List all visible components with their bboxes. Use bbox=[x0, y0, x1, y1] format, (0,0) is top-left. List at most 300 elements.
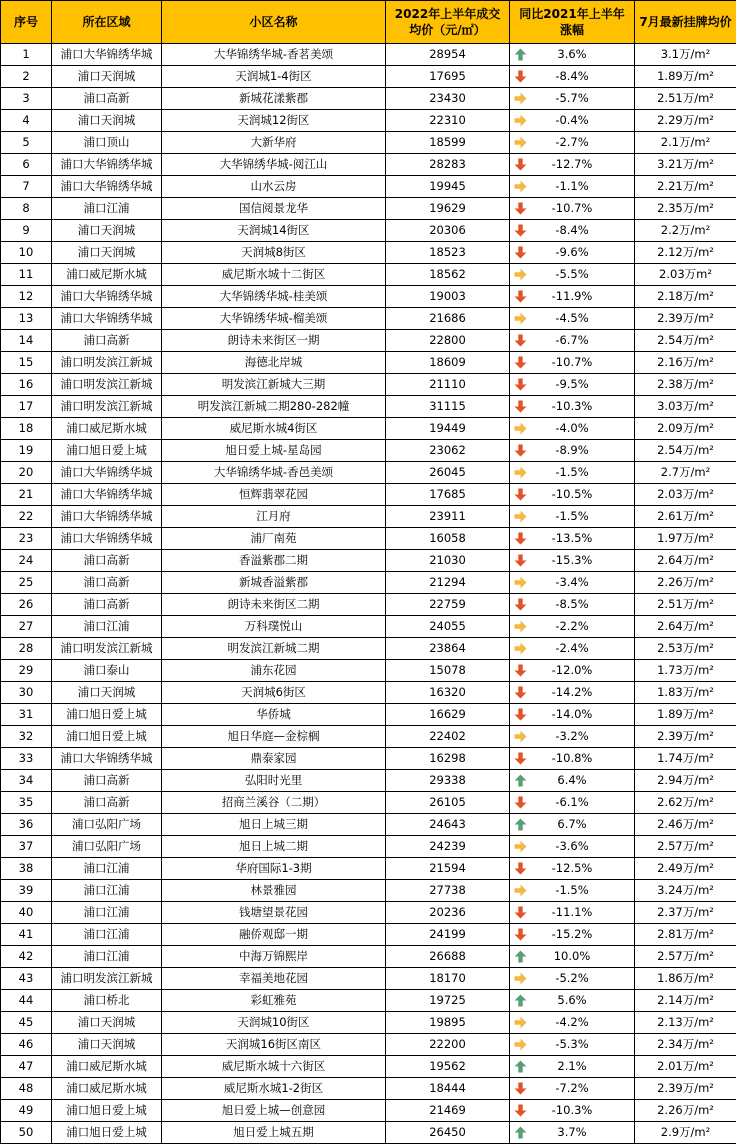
cell-price: 18599 bbox=[386, 132, 510, 154]
cell-price: 18609 bbox=[386, 352, 510, 374]
cell-no: 37 bbox=[1, 836, 52, 858]
change-value: -11.1% bbox=[552, 902, 593, 923]
table-row bbox=[1, 682, 736, 704]
table-row bbox=[1, 572, 736, 594]
cell-name: 新城花漾紫郡 bbox=[162, 88, 386, 110]
change-value: -8.5% bbox=[555, 594, 588, 615]
cell-name: 旭日上城二期 bbox=[162, 836, 386, 858]
cell-no: 32 bbox=[1, 726, 52, 748]
arrow-up-icon bbox=[514, 994, 527, 1007]
cell-area: 浦口旭日爱上城 bbox=[52, 726, 162, 748]
arrow-down-icon bbox=[514, 554, 527, 567]
cell-listing: 2.16万/m² bbox=[635, 352, 736, 374]
arrow-down-icon bbox=[514, 290, 527, 303]
table-row bbox=[1, 836, 736, 858]
table-row bbox=[1, 110, 736, 132]
cell-no: 26 bbox=[1, 594, 52, 616]
cell-listing: 2.18万/m² bbox=[635, 286, 736, 308]
cell-listing: 2.51万/m² bbox=[635, 88, 736, 110]
cell-no: 42 bbox=[1, 946, 52, 968]
cell-listing: 2.37万/m² bbox=[635, 902, 736, 924]
arrow-right-icon bbox=[514, 1038, 527, 1051]
table-row bbox=[1, 1012, 736, 1034]
cell-no: 16 bbox=[1, 374, 52, 396]
change-value: -14.2% bbox=[552, 682, 593, 703]
change-value: -10.8% bbox=[552, 748, 593, 769]
arrow-up-icon bbox=[514, 818, 527, 831]
cell-price: 23911 bbox=[386, 506, 510, 528]
cell-price: 16629 bbox=[386, 704, 510, 726]
cell-price: 22200 bbox=[386, 1034, 510, 1056]
cell-name: 天润城10街区 bbox=[162, 1012, 386, 1034]
change-value: -5.3% bbox=[555, 1034, 588, 1055]
cell-name: 朗诗未来街区一期 bbox=[162, 330, 386, 352]
cell-listing: 2.39万/m² bbox=[635, 1078, 736, 1100]
change-value: -14.0% bbox=[552, 704, 593, 725]
cell-area: 浦口江浦 bbox=[52, 946, 162, 968]
cell-no: 24 bbox=[1, 550, 52, 572]
cell-name: 天润城6街区 bbox=[162, 682, 386, 704]
header-change bbox=[510, 1, 635, 44]
arrow-right-icon bbox=[514, 620, 527, 633]
cell-no: 6 bbox=[1, 154, 52, 176]
cell-no: 12 bbox=[1, 286, 52, 308]
change-value: -1.5% bbox=[555, 880, 588, 901]
cell-price: 20236 bbox=[386, 902, 510, 924]
cell-no: 5 bbox=[1, 132, 52, 154]
cell-price: 22759 bbox=[386, 594, 510, 616]
header-price-line1: 2022年上半年成交 bbox=[395, 7, 500, 21]
change-value: -10.7% bbox=[552, 198, 593, 219]
cell-no: 38 bbox=[1, 858, 52, 880]
arrow-right-icon bbox=[514, 268, 527, 281]
change-value: -5.2% bbox=[555, 968, 588, 989]
cell-listing: 2.7万/m² bbox=[635, 462, 736, 484]
change-value: -3.6% bbox=[555, 836, 588, 857]
arrow-down-icon bbox=[514, 862, 527, 875]
cell-name: 海德北岸城 bbox=[162, 352, 386, 374]
cell-price: 27738 bbox=[386, 880, 510, 902]
change-value: -2.4% bbox=[555, 638, 588, 659]
arrow-up-icon bbox=[514, 48, 527, 61]
cell-change bbox=[510, 1056, 635, 1078]
change-value: -12.0% bbox=[552, 660, 593, 681]
cell-area: 浦口天润城 bbox=[52, 220, 162, 242]
cell-listing: 1.89万/m² bbox=[635, 66, 736, 88]
cell-no: 46 bbox=[1, 1034, 52, 1056]
table-row bbox=[1, 1056, 736, 1078]
cell-area: 浦口江浦 bbox=[52, 924, 162, 946]
cell-price: 15078 bbox=[386, 660, 510, 682]
cell-listing: 2.1万/m² bbox=[635, 132, 736, 154]
cell-listing: 2.2万/m² bbox=[635, 220, 736, 242]
change-value: -1.5% bbox=[555, 506, 588, 527]
cell-listing: 2.01万/m² bbox=[635, 1056, 736, 1078]
change-value: -10.3% bbox=[552, 1100, 593, 1121]
cell-listing: 2.94万/m² bbox=[635, 770, 736, 792]
cell-listing: 2.51万/m² bbox=[635, 594, 736, 616]
cell-no: 48 bbox=[1, 1078, 52, 1100]
cell-listing: 2.21万/m² bbox=[635, 176, 736, 198]
arrow-down-icon bbox=[514, 928, 527, 941]
arrow-right-icon bbox=[514, 840, 527, 853]
cell-change bbox=[510, 198, 635, 220]
cell-price: 24055 bbox=[386, 616, 510, 638]
cell-area: 浦口明发滨江新城 bbox=[52, 352, 162, 374]
cell-change bbox=[510, 132, 635, 154]
cell-change bbox=[510, 308, 635, 330]
arrow-right-icon bbox=[514, 466, 527, 479]
cell-name: 威尼斯水城十六街区 bbox=[162, 1056, 386, 1078]
cell-area: 浦口高新 bbox=[52, 330, 162, 352]
cell-no: 27 bbox=[1, 616, 52, 638]
cell-name: 旭日爱上城-星岛园 bbox=[162, 440, 386, 462]
cell-no: 31 bbox=[1, 704, 52, 726]
cell-name: 大新华府 bbox=[162, 132, 386, 154]
cell-no: 35 bbox=[1, 792, 52, 814]
cell-no: 13 bbox=[1, 308, 52, 330]
change-value: -2.2% bbox=[555, 616, 588, 637]
table-row bbox=[1, 1078, 736, 1100]
cell-listing: 1.97万/m² bbox=[635, 528, 736, 550]
cell-change bbox=[510, 968, 635, 990]
cell-no: 41 bbox=[1, 924, 52, 946]
cell-price: 19449 bbox=[386, 418, 510, 440]
table-row bbox=[1, 528, 736, 550]
table-row bbox=[1, 1100, 736, 1122]
arrow-right-icon bbox=[514, 730, 527, 743]
arrow-down-icon bbox=[514, 70, 527, 83]
cell-no: 23 bbox=[1, 528, 52, 550]
cell-area: 浦口天润城 bbox=[52, 1012, 162, 1034]
arrow-down-icon bbox=[514, 1104, 527, 1117]
table-row bbox=[1, 352, 736, 374]
arrow-down-icon bbox=[514, 686, 527, 699]
cell-no: 17 bbox=[1, 396, 52, 418]
cell-listing: 2.03万/m² bbox=[635, 484, 736, 506]
cell-listing: 2.26万/m² bbox=[635, 572, 736, 594]
cell-price: 24643 bbox=[386, 814, 510, 836]
table-row bbox=[1, 176, 736, 198]
cell-change bbox=[510, 506, 635, 528]
table-row bbox=[1, 858, 736, 880]
arrow-down-icon bbox=[514, 488, 527, 501]
change-value: -12.7% bbox=[552, 154, 593, 175]
cell-price: 16320 bbox=[386, 682, 510, 704]
cell-no: 47 bbox=[1, 1056, 52, 1078]
cell-listing: 2.57万/m² bbox=[635, 946, 736, 968]
table-row bbox=[1, 308, 736, 330]
cell-name: 朗诗未来街区二期 bbox=[162, 594, 386, 616]
cell-change bbox=[510, 286, 635, 308]
arrow-right-icon bbox=[514, 972, 527, 985]
cell-price: 29338 bbox=[386, 770, 510, 792]
cell-area: 浦口桥北 bbox=[52, 990, 162, 1012]
table-row bbox=[1, 990, 736, 1012]
cell-area: 浦口天润城 bbox=[52, 110, 162, 132]
cell-listing: 2.03万m² bbox=[635, 264, 736, 286]
arrow-up-icon bbox=[514, 1060, 527, 1073]
table-row bbox=[1, 968, 736, 990]
cell-name: 招商兰溪谷（二期） bbox=[162, 792, 386, 814]
cell-name: 新城香溢紫郡 bbox=[162, 572, 386, 594]
cell-name: 华侨城 bbox=[162, 704, 386, 726]
header-change-line1: 同比2021年上半年 bbox=[519, 7, 624, 21]
cell-name: 明发滨江新城大三期 bbox=[162, 374, 386, 396]
cell-no: 50 bbox=[1, 1122, 52, 1144]
cell-price: 17685 bbox=[386, 484, 510, 506]
cell-no: 21 bbox=[1, 484, 52, 506]
table-row bbox=[1, 484, 736, 506]
table-row bbox=[1, 220, 736, 242]
table-row bbox=[1, 198, 736, 220]
cell-name: 大华锦绣华城-香邑美颂 bbox=[162, 462, 386, 484]
cell-no: 25 bbox=[1, 572, 52, 594]
cell-name: 旭日上城三期 bbox=[162, 814, 386, 836]
cell-price: 24199 bbox=[386, 924, 510, 946]
cell-price: 18170 bbox=[386, 968, 510, 990]
arrow-up-icon bbox=[514, 950, 527, 963]
change-value: -11.9% bbox=[552, 286, 593, 307]
cell-change bbox=[510, 814, 635, 836]
table-row bbox=[1, 242, 736, 264]
cell-area: 浦口大华锦绣华城 bbox=[52, 44, 162, 66]
cell-no: 14 bbox=[1, 330, 52, 352]
table-row bbox=[1, 902, 736, 924]
cell-listing: 2.9万/m² bbox=[635, 1122, 736, 1144]
cell-no: 19 bbox=[1, 440, 52, 462]
cell-listing: 2.54万/m² bbox=[635, 440, 736, 462]
cell-change bbox=[510, 418, 635, 440]
cell-area: 浦口江浦 bbox=[52, 858, 162, 880]
change-value: -6.7% bbox=[555, 330, 588, 351]
cell-no: 11 bbox=[1, 264, 52, 286]
cell-change bbox=[510, 264, 635, 286]
cell-no: 3 bbox=[1, 88, 52, 110]
cell-no: 10 bbox=[1, 242, 52, 264]
change-value: -10.5% bbox=[552, 484, 593, 505]
cell-no: 8 bbox=[1, 198, 52, 220]
cell-price: 21294 bbox=[386, 572, 510, 594]
header-price bbox=[386, 1, 510, 44]
cell-area: 浦口威尼斯水城 bbox=[52, 264, 162, 286]
cell-listing: 1.74万/m² bbox=[635, 748, 736, 770]
cell-change bbox=[510, 528, 635, 550]
cell-price: 19562 bbox=[386, 1056, 510, 1078]
cell-price: 18523 bbox=[386, 242, 510, 264]
cell-name: 浦厂南苑 bbox=[162, 528, 386, 550]
cell-no: 34 bbox=[1, 770, 52, 792]
change-value: -3.2% bbox=[555, 726, 588, 747]
header-name: 小区名称 bbox=[162, 1, 386, 44]
arrow-down-icon bbox=[514, 664, 527, 677]
cell-area: 浦口大华锦绣华城 bbox=[52, 506, 162, 528]
cell-price: 26688 bbox=[386, 946, 510, 968]
arrow-right-icon bbox=[514, 1016, 527, 1029]
cell-name: 大华锦绣华城-榴美颂 bbox=[162, 308, 386, 330]
cell-change bbox=[510, 110, 635, 132]
cell-area: 浦口高新 bbox=[52, 550, 162, 572]
cell-change bbox=[510, 858, 635, 880]
table-row bbox=[1, 1122, 736, 1144]
cell-change bbox=[510, 330, 635, 352]
cell-no: 2 bbox=[1, 66, 52, 88]
cell-no: 18 bbox=[1, 418, 52, 440]
table-row bbox=[1, 264, 736, 286]
cell-listing: 3.03万/m² bbox=[635, 396, 736, 418]
cell-name: 浦东花园 bbox=[162, 660, 386, 682]
cell-no: 1 bbox=[1, 44, 52, 66]
cell-listing: 2.81万/m² bbox=[635, 924, 736, 946]
cell-name: 威尼斯水城十二街区 bbox=[162, 264, 386, 286]
cell-change bbox=[510, 638, 635, 660]
cell-listing: 2.14万/m² bbox=[635, 990, 736, 1012]
cell-price: 26450 bbox=[386, 1122, 510, 1144]
table-row bbox=[1, 374, 736, 396]
cell-area: 浦口天润城 bbox=[52, 66, 162, 88]
cell-price: 21469 bbox=[386, 1100, 510, 1122]
cell-area: 浦口高新 bbox=[52, 770, 162, 792]
cell-change bbox=[510, 1100, 635, 1122]
table-body bbox=[1, 44, 736, 1144]
cell-no: 22 bbox=[1, 506, 52, 528]
cell-change bbox=[510, 924, 635, 946]
cell-no: 30 bbox=[1, 682, 52, 704]
cell-change bbox=[510, 176, 635, 198]
arrow-right-icon bbox=[514, 92, 527, 105]
cell-area: 浦口大华锦绣华城 bbox=[52, 462, 162, 484]
table-row bbox=[1, 44, 736, 66]
cell-name: 大华锦绣华城-阅江山 bbox=[162, 154, 386, 176]
change-value: -15.3% bbox=[552, 550, 593, 571]
cell-area: 浦口顶山 bbox=[52, 132, 162, 154]
cell-area: 浦口高新 bbox=[52, 88, 162, 110]
cell-area: 浦口天润城 bbox=[52, 1034, 162, 1056]
arrow-down-icon bbox=[514, 796, 527, 809]
cell-area: 浦口明发滨江新城 bbox=[52, 396, 162, 418]
table-row bbox=[1, 880, 736, 902]
cell-area: 浦口威尼斯水城 bbox=[52, 418, 162, 440]
cell-area: 浦口大华锦绣华城 bbox=[52, 484, 162, 506]
cell-no: 9 bbox=[1, 220, 52, 242]
cell-name: 香溢紫郡二期 bbox=[162, 550, 386, 572]
arrow-down-icon bbox=[514, 906, 527, 919]
cell-name: 天润城8街区 bbox=[162, 242, 386, 264]
cell-no: 36 bbox=[1, 814, 52, 836]
cell-area: 浦口旭日爱上城 bbox=[52, 440, 162, 462]
table-row bbox=[1, 814, 736, 836]
cell-price: 21594 bbox=[386, 858, 510, 880]
cell-name: 中海万锦熙岸 bbox=[162, 946, 386, 968]
change-value: 5.6% bbox=[557, 990, 586, 1011]
cell-listing: 3.24万/m² bbox=[635, 880, 736, 902]
table-row bbox=[1, 550, 736, 572]
cell-name: 华府国际1-3期 bbox=[162, 858, 386, 880]
cell-name: 威尼斯水城4街区 bbox=[162, 418, 386, 440]
cell-name: 天润城12街区 bbox=[162, 110, 386, 132]
cell-area: 浦口明发滨江新城 bbox=[52, 638, 162, 660]
cell-name: 江月府 bbox=[162, 506, 386, 528]
change-value: -15.2% bbox=[552, 924, 593, 945]
table-header bbox=[1, 1, 736, 44]
cell-no: 49 bbox=[1, 1100, 52, 1122]
table-row bbox=[1, 792, 736, 814]
table-row bbox=[1, 704, 736, 726]
cell-name: 明发滨江新城二期280-282幢 bbox=[162, 396, 386, 418]
cell-change bbox=[510, 748, 635, 770]
cell-price: 22310 bbox=[386, 110, 510, 132]
change-value: -8.4% bbox=[555, 66, 588, 87]
cell-change bbox=[510, 220, 635, 242]
cell-listing: 2.34万/m² bbox=[635, 1034, 736, 1056]
cell-name: 彩虹雅苑 bbox=[162, 990, 386, 1012]
cell-area: 浦口大华锦绣华城 bbox=[52, 528, 162, 550]
cell-change bbox=[510, 242, 635, 264]
cell-name: 林景雅园 bbox=[162, 880, 386, 902]
table-row bbox=[1, 506, 736, 528]
cell-price: 22800 bbox=[386, 330, 510, 352]
cell-change bbox=[510, 726, 635, 748]
cell-change bbox=[510, 1034, 635, 1056]
cell-price: 18444 bbox=[386, 1078, 510, 1100]
table-row bbox=[1, 418, 736, 440]
cell-price: 19003 bbox=[386, 286, 510, 308]
cell-area: 浦口明发滨江新城 bbox=[52, 374, 162, 396]
cell-no: 4 bbox=[1, 110, 52, 132]
change-value: 6.4% bbox=[557, 770, 586, 791]
arrow-down-icon bbox=[514, 378, 527, 391]
arrow-right-icon bbox=[514, 180, 527, 193]
cell-name: 旭日华庭—金棕榈 bbox=[162, 726, 386, 748]
cell-area: 浦口高新 bbox=[52, 792, 162, 814]
cell-name: 钱塘望景花园 bbox=[162, 902, 386, 924]
cell-name: 鼎泰家园 bbox=[162, 748, 386, 770]
cell-listing: 1.89万/m² bbox=[635, 704, 736, 726]
cell-price: 19945 bbox=[386, 176, 510, 198]
cell-name: 天润城1-4街区 bbox=[162, 66, 386, 88]
change-value: 10.0% bbox=[554, 946, 591, 967]
cell-price: 23062 bbox=[386, 440, 510, 462]
table-row bbox=[1, 1034, 736, 1056]
cell-price: 28954 bbox=[386, 44, 510, 66]
cell-change bbox=[510, 682, 635, 704]
cell-listing: 2.64万/m² bbox=[635, 616, 736, 638]
cell-price: 16298 bbox=[386, 748, 510, 770]
cell-area: 浦口明发滨江新城 bbox=[52, 968, 162, 990]
cell-change bbox=[510, 154, 635, 176]
cell-area: 浦口大华锦绣华城 bbox=[52, 154, 162, 176]
table-row bbox=[1, 616, 736, 638]
change-value: -9.5% bbox=[555, 374, 588, 395]
cell-change bbox=[510, 550, 635, 572]
table-row bbox=[1, 638, 736, 660]
header-price-line2: 均价（元/㎡） bbox=[409, 23, 485, 37]
cell-price: 28283 bbox=[386, 154, 510, 176]
cell-change bbox=[510, 572, 635, 594]
cell-price: 31115 bbox=[386, 396, 510, 418]
change-value: -7.2% bbox=[555, 1078, 588, 1099]
table-row bbox=[1, 440, 736, 462]
cell-change bbox=[510, 484, 635, 506]
cell-no: 40 bbox=[1, 902, 52, 924]
change-value: -8.9% bbox=[555, 440, 588, 461]
cell-area: 浦口高新 bbox=[52, 572, 162, 594]
cell-price: 18562 bbox=[386, 264, 510, 286]
cell-change bbox=[510, 594, 635, 616]
cell-change bbox=[510, 770, 635, 792]
cell-listing: 2.54万/m² bbox=[635, 330, 736, 352]
cell-no: 29 bbox=[1, 660, 52, 682]
